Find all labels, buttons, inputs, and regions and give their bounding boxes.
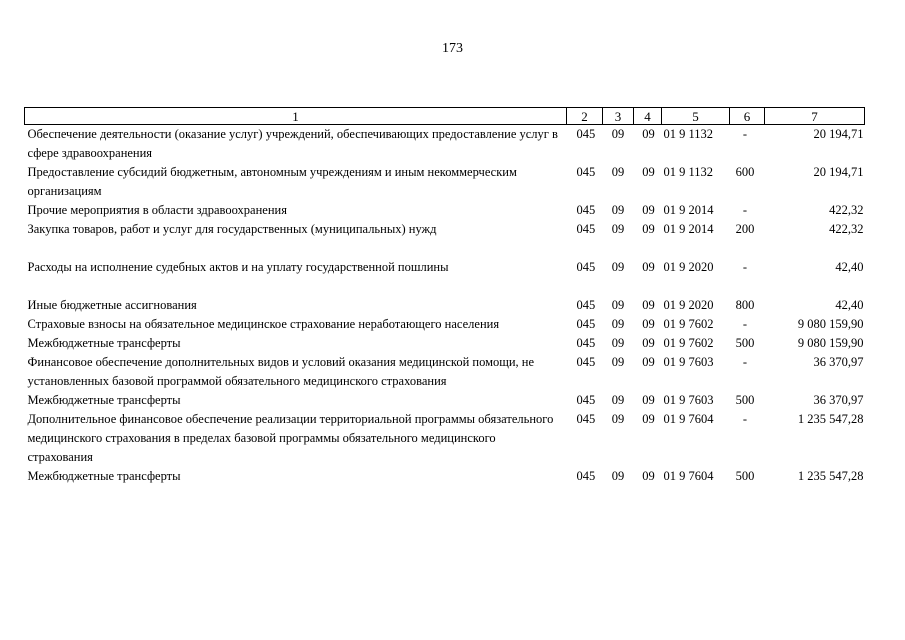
cell-subsection: 09 bbox=[642, 298, 655, 312]
table-row bbox=[25, 258, 865, 277]
header-col-1: 1 bbox=[25, 108, 567, 125]
cell-target-article: 01 9 7603 bbox=[663, 355, 714, 369]
cell-subsection: 09 bbox=[642, 317, 655, 331]
page-number: 173 bbox=[442, 41, 463, 56]
cell-subsection: 09 bbox=[642, 165, 655, 179]
cell-name: Предоставление субсидий бюджетным, автономным учреждениям и иным некоммерческим организациям bbox=[27, 165, 517, 198]
table-row bbox=[25, 125, 865, 164]
cell-target-article: 01 9 2020 bbox=[663, 260, 714, 274]
header-col-5: 5 bbox=[662, 108, 730, 125]
cell-grbs-code: 045 bbox=[576, 203, 596, 217]
cell-section: 09 bbox=[611, 165, 625, 179]
cell-target-article: 01 9 2014 bbox=[663, 222, 714, 236]
cell-section: 09 bbox=[611, 317, 625, 331]
budget-table bbox=[24, 107, 865, 486]
spacer-cell bbox=[25, 277, 865, 296]
header-col-6: 6 bbox=[730, 108, 765, 125]
cell-expense-type: - bbox=[742, 412, 748, 426]
cell-target-article: 01 9 2020 bbox=[663, 298, 714, 312]
cell-target-article: 01 9 1132 bbox=[663, 127, 714, 141]
cell-amount: 20 194,71 bbox=[813, 127, 864, 141]
cell-name: Межбюджетные трансферты bbox=[27, 469, 181, 483]
cell-section: 09 bbox=[611, 298, 625, 312]
cell-name: Прочие мероприятия в области здравоохранения bbox=[27, 203, 287, 217]
cell-grbs-code: 045 bbox=[576, 393, 596, 407]
cell-grbs-code: 045 bbox=[576, 469, 596, 483]
cell-grbs-code: 045 bbox=[576, 412, 596, 426]
cell-name: Межбюджетные трансферты bbox=[27, 336, 181, 350]
cell-subsection: 09 bbox=[642, 412, 655, 426]
table-body bbox=[25, 125, 865, 487]
cell-grbs-code: 045 bbox=[576, 355, 596, 369]
table-row bbox=[25, 201, 865, 220]
cell-amount: 422,32 bbox=[829, 222, 864, 236]
cell-grbs-code: 045 bbox=[576, 260, 596, 274]
cell-subsection: 09 bbox=[642, 355, 655, 369]
cell-target-article: 01 9 7604 bbox=[663, 412, 714, 426]
table-row bbox=[25, 315, 865, 334]
spacer-row bbox=[25, 239, 865, 258]
table-row bbox=[25, 391, 865, 410]
cell-grbs-code: 045 bbox=[576, 336, 596, 350]
cell-expense-type: - bbox=[742, 317, 748, 331]
cell-subsection: 09 bbox=[642, 203, 655, 217]
cell-target-article: 01 9 7602 bbox=[663, 336, 714, 350]
cell-target-article: 01 9 7604 bbox=[663, 469, 714, 483]
cell-expense-type: 200 bbox=[735, 222, 755, 236]
cell-expense-type: 500 bbox=[735, 336, 755, 350]
cell-subsection: 09 bbox=[642, 469, 655, 483]
cell-name: Закупка товаров, работ и услуг для государственных (муниципальных) нужд bbox=[27, 222, 437, 236]
cell-section: 09 bbox=[611, 393, 625, 407]
cell-expense-type: - bbox=[742, 355, 748, 369]
cell-name: Обеспечение деятельности (оказание услуг) учреждений, обеспечивающих предоставление услуг в сфере здравоохранения bbox=[27, 127, 558, 160]
table-row bbox=[25, 163, 865, 201]
cell-grbs-code: 045 bbox=[576, 165, 596, 179]
cell-name: Межбюджетные трансферты bbox=[27, 393, 181, 407]
cell-target-article: 01 9 2014 bbox=[663, 203, 714, 217]
table-row bbox=[25, 334, 865, 353]
header-col-4: 4 bbox=[634, 108, 662, 125]
cell-section: 09 bbox=[611, 336, 625, 350]
cell-expense-type: 800 bbox=[735, 298, 755, 312]
cell-grbs-code: 045 bbox=[576, 298, 596, 312]
table-row bbox=[25, 353, 865, 391]
cell-expense-type: - bbox=[742, 127, 748, 141]
cell-expense-type: - bbox=[742, 203, 748, 217]
cell-amount: 422,32 bbox=[829, 203, 864, 217]
cell-target-article: 01 9 7602 bbox=[663, 317, 714, 331]
cell-expense-type: 600 bbox=[735, 165, 755, 179]
cell-target-article: 01 9 1132 bbox=[663, 165, 714, 179]
cell-expense-type: - bbox=[742, 260, 748, 274]
cell-subsection: 09 bbox=[642, 260, 655, 274]
cell-grbs-code: 045 bbox=[576, 317, 596, 331]
table-row bbox=[25, 220, 865, 239]
cell-name: Дополнительное финансовое обеспечение реализации территориальной программы обязательного медицинского страхования в пределах базовой программы обязательного медицинского страхования bbox=[27, 412, 554, 464]
cell-amount: 42,40 bbox=[835, 260, 864, 274]
cell-amount: 9 080 159,90 bbox=[797, 336, 864, 350]
cell-section: 09 bbox=[611, 260, 625, 274]
cell-name: Иные бюджетные ассигнования bbox=[27, 298, 197, 312]
cell-subsection: 09 bbox=[642, 222, 655, 236]
cell-name: Страховые взносы на обязательное медицинское страхование неработающего населения bbox=[27, 317, 500, 331]
cell-name: Расходы на исполнение судебных актов и на уплату государственной пошлины bbox=[27, 260, 449, 274]
cell-expense-type: 500 bbox=[735, 469, 755, 483]
spacer-row bbox=[25, 277, 865, 296]
table-row bbox=[25, 410, 865, 467]
header-col-2: 2 bbox=[567, 108, 603, 125]
cell-section: 09 bbox=[611, 355, 625, 369]
cell-expense-type: 500 bbox=[735, 393, 755, 407]
cell-section: 09 bbox=[611, 412, 625, 426]
cell-amount: 36 370,97 bbox=[813, 355, 864, 369]
cell-subsection: 09 bbox=[642, 127, 655, 141]
table-row bbox=[25, 467, 865, 486]
cell-name: Финансовое обеспечение дополнительных видов и условий оказания медицинской помощи, не установленных базовой программой обязательного медицинского страхования bbox=[27, 355, 535, 388]
table-row bbox=[25, 296, 865, 315]
cell-grbs-code: 045 bbox=[576, 127, 596, 141]
cell-amount: 42,40 bbox=[835, 298, 864, 312]
cell-grbs-code: 045 bbox=[576, 222, 596, 236]
cell-amount: 36 370,97 bbox=[813, 393, 864, 407]
cell-subsection: 09 bbox=[642, 336, 655, 350]
cell-amount: 9 080 159,90 bbox=[797, 317, 864, 331]
cell-amount: 1 235 547,28 bbox=[797, 412, 864, 426]
spacer-cell bbox=[25, 239, 865, 258]
table-header-row bbox=[25, 108, 865, 125]
header-col-3: 3 bbox=[603, 108, 634, 125]
cell-section: 09 bbox=[611, 203, 625, 217]
cell-section: 09 bbox=[611, 127, 625, 141]
header-col-7: 7 bbox=[765, 108, 865, 125]
cell-subsection: 09 bbox=[642, 393, 655, 407]
cell-target-article: 01 9 7603 bbox=[663, 393, 714, 407]
cell-section: 09 bbox=[611, 222, 625, 236]
cell-section: 09 bbox=[611, 469, 625, 483]
cell-amount: 1 235 547,28 bbox=[797, 469, 864, 483]
cell-amount: 20 194,71 bbox=[813, 165, 864, 179]
